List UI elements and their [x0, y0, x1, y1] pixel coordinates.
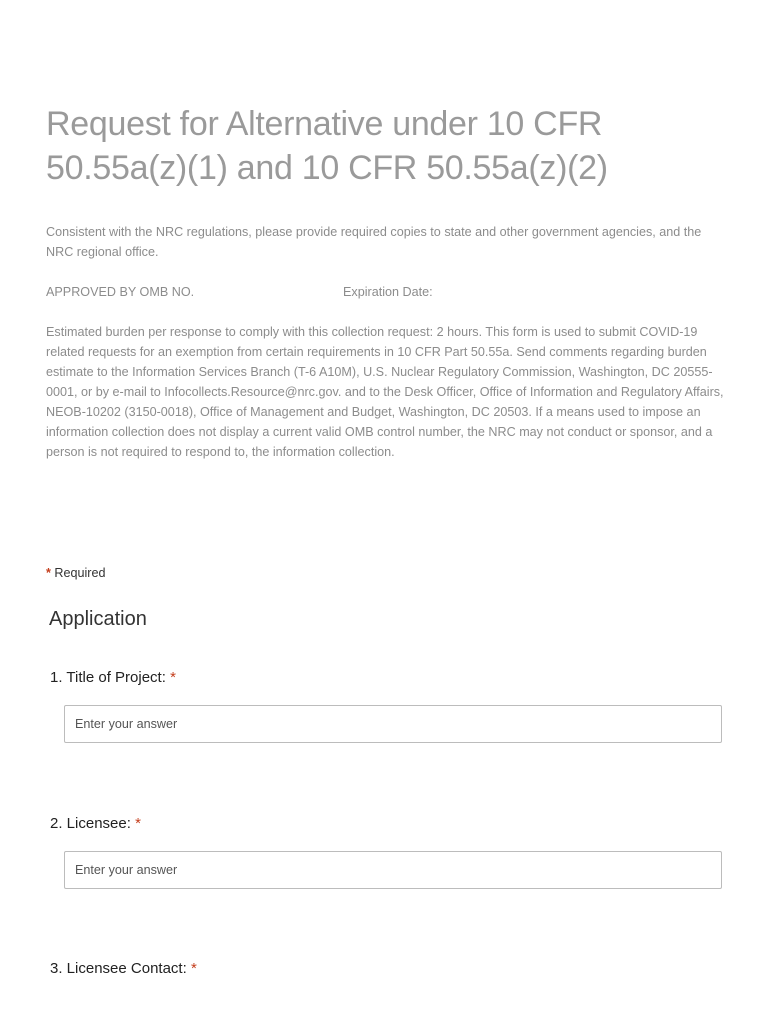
form-title: Request for Alternative under 10 CFR 50.55a(z)(1) and 10 CFR 50.55a(z)(2) [46, 105, 608, 187]
question-label-text: 2. Licensee: [50, 815, 131, 832]
question-label [50, 958, 726, 980]
question-required-star: * [170, 669, 176, 686]
burden-statement: Estimated burden per response to comply with this collection request: 2 hours. This form is used to submit COVID-19 related requests for an exemption from certain requirements in 10 CFR Part 50.55a. Send comments regarding burden estimate to the Information Services Branch (T-6 A10M), U.S. Nuclear Regulatory Commission, Washington, DC 20555-0001, or by e-mail to Infocollects.Resource@nrc.gov. and to the Desk Officer, Office of Information and Regulatory Affairs, NEOB-10202 (3150-0018), Office of Management and Budget, Washington, DC 20503. If a means used to impose an information collection does not display a current valid OMB control number, the NRC may not conduct or sponsor, and a person is not required to respond to, the information collection. [46, 325, 724, 459]
title-of-project-input[interactable] [64, 705, 722, 743]
top-header-strip [0, 0, 770, 46]
question-licensee [50, 813, 726, 835]
question-required-star: * [135, 815, 141, 832]
question-licensee-contact [50, 958, 726, 980]
section-title-application: Application [49, 608, 147, 630]
required-star: * [46, 566, 51, 580]
licensee-input[interactable] [64, 851, 722, 889]
question-label [50, 667, 726, 689]
form-page [0, 46, 770, 1024]
question-label-text: 3. Licensee Contact: [50, 960, 187, 977]
question-label-text: 1. Title of Project: [50, 669, 166, 686]
regulations-note: Consistent with the NRC regulations, please provide required copies to state and other government agencies, and the NRC regional office. [46, 225, 702, 259]
required-label: Required [54, 566, 106, 580]
question-required-star: * [190, 960, 197, 977]
required-note [46, 566, 106, 580]
omb-row [46, 282, 726, 302]
question-label [50, 813, 726, 835]
expiration-date-label: Expiration Date: [343, 285, 433, 299]
omb-number-label: APPROVED BY OMB NO. [46, 285, 195, 299]
question-title-of-project [50, 667, 726, 689]
